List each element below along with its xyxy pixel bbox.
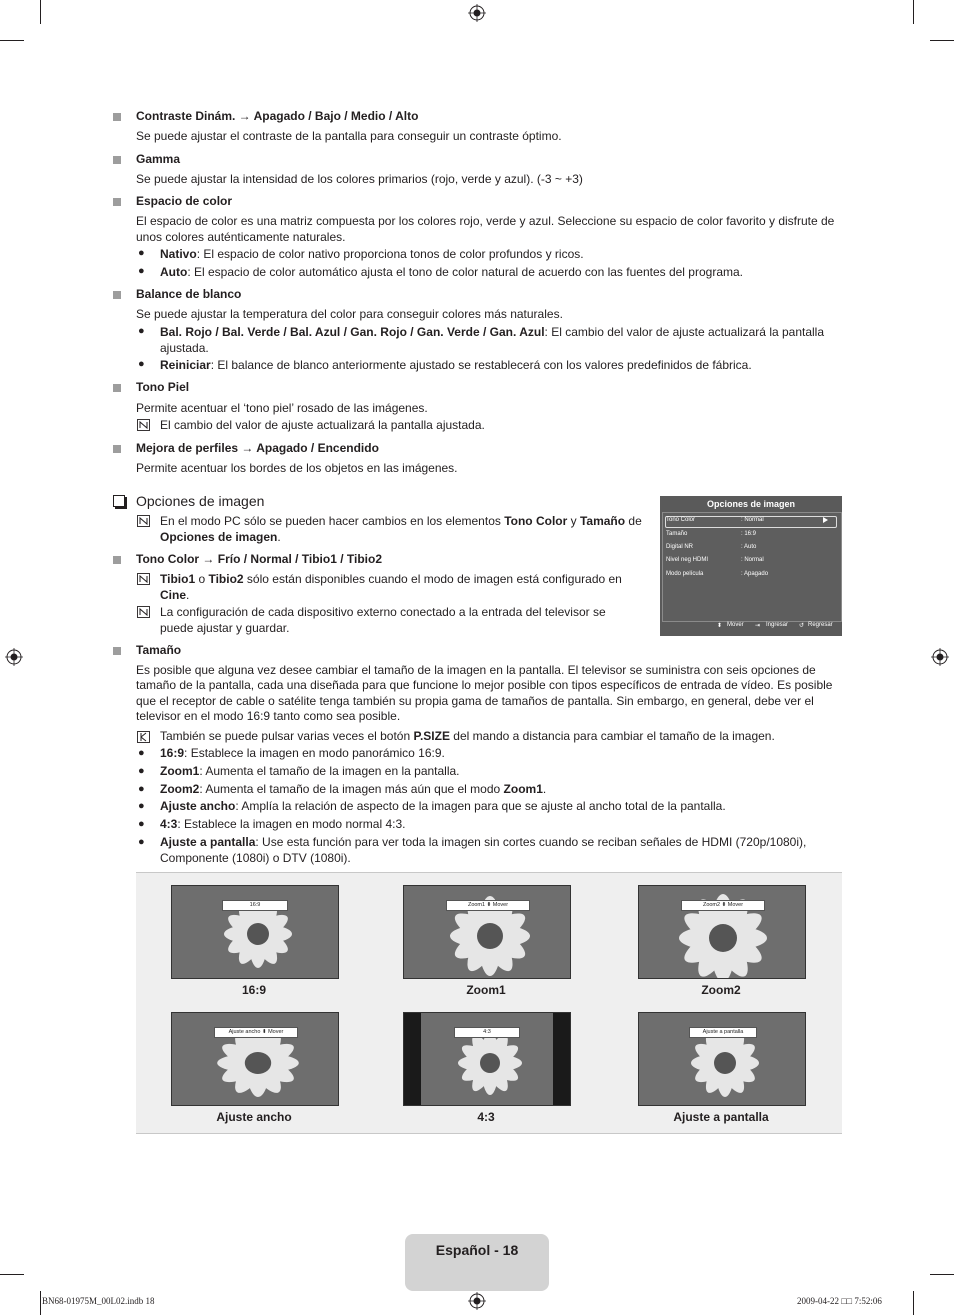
bullet-dot: ●: [138, 836, 145, 848]
section-title-perfiles: Mejora de perfiles → Apagado / Encendido: [136, 441, 379, 455]
section-text-contraste: Se puede ajustar el contraste de la pantalla para conseguir un contraste óptimo.: [136, 129, 562, 143]
bullet-text: : Establece la imagen en modo normal 4:3.: [177, 817, 406, 831]
note-tibio: [160, 572, 640, 603]
bullet-ajuste-ancho: [160, 799, 842, 815]
bullet-dot: ●: [138, 818, 145, 830]
section-text-perfiles: Permite acentuar los bordes de los objetos en las imágenes.: [136, 461, 458, 475]
bullet-dot: ●: [138, 325, 145, 337]
bullet-dot: ●: [138, 783, 145, 795]
crop-mark: [930, 1274, 954, 1275]
note-icon: [137, 606, 150, 618]
caption-4-3: 4:3: [477, 1110, 495, 1124]
bullet-nativo: [160, 247, 842, 263]
menu-row-label[interactable]: Tamaño: [666, 531, 688, 537]
note-text: En el modo PC sólo se pueden hacer cambios en los elementos: [160, 514, 505, 528]
section-bullet: [113, 384, 121, 392]
bullet-reiniciar: [160, 358, 842, 374]
print-slug-right: 2009-04-22 □□ 7:52:06: [797, 1296, 882, 1306]
chevron-right-icon: [823, 517, 828, 523]
up-down-icon: ⬍: [721, 902, 727, 908]
thumbnail-ajuste-ancho: [171, 1012, 339, 1106]
bullet-term: Ajuste a pantalla: [160, 835, 256, 849]
registration-mark-icon: [468, 4, 486, 22]
note-text: de: [625, 514, 642, 528]
thumbnail-zoom1: [403, 885, 571, 979]
bullet-dot: ●: [138, 765, 145, 777]
osd-label: 16:9: [222, 900, 288, 911]
enter-icon: ⇥: [755, 623, 761, 629]
crop-mark: [930, 40, 954, 41]
checkbox-icon: [113, 495, 125, 507]
note-text: sólo están disponibles cuando el modo de imagen está configurado en: [243, 572, 622, 586]
section-title-balance: Balance de blanco: [136, 287, 242, 301]
section-title-espacio: Espacio de color: [136, 194, 233, 208]
bullet-text: .: [542, 782, 547, 796]
section-text-tono-piel: Permite acentuar el ‘tono piel’ rosado de las imágenes.: [136, 401, 428, 415]
note-text: del mando a distancia para cambiar el tamaño de la imagen.: [449, 729, 775, 743]
note-term: Opciones de imagen: [160, 529, 278, 544]
osd-label: [214, 1027, 298, 1038]
note-tono-piel: El cambio del valor de ajuste actualizará la pantalla ajustada.: [160, 418, 485, 432]
note-text: .: [277, 529, 281, 544]
bullet-term: Zoom2: [160, 782, 200, 796]
menu-row-value: : Auto: [741, 544, 757, 550]
note-icon: [137, 515, 150, 527]
bullet-text: : Use esta función para ver toda la imagen sin cortes cuando se reciban señales de HDMI (720p/1080i), Componente (1080i) o DTV (1080i).: [160, 835, 807, 865]
thumbnail-zoom2: [638, 885, 806, 979]
thumbnail-16-9: [171, 885, 339, 979]
menu-list: [662, 512, 842, 622]
bullet-term: Nativo: [160, 247, 197, 261]
bullet-term: Auto: [160, 265, 188, 279]
crop-mark: [40, 0, 41, 24]
osd-suffix: Mover: [268, 1029, 284, 1035]
note-text: También se puede pulsar varias veces el botón: [160, 729, 414, 743]
section-title-tamano: Tamaño: [136, 643, 182, 657]
registration-mark-icon: [931, 648, 949, 666]
section-title-gamma: Gamma: [136, 152, 181, 166]
caption-zoom2: Zoom2: [701, 983, 741, 997]
menu-row-label[interactable]: Digital NR: [666, 544, 694, 550]
crop-mark: [913, 1291, 914, 1315]
section-text-gamma: Se puede ajustar la intensidad de los colores primarios (rojo, verde y azul). (-3 ~ +3): [136, 172, 583, 186]
bullet-text: : Aumenta el tamaño de la imagen más aún que el modo: [199, 782, 504, 796]
bullet-text: : Establece la imagen en modo panorámico 16:9.: [184, 746, 445, 760]
osd-label: Ajuste a pantalla: [689, 1027, 757, 1038]
remote-note-icon: [137, 731, 150, 743]
caption-ajuste-ancho: Ajuste ancho: [216, 1110, 292, 1124]
caption-zoom1: Zoom1: [466, 983, 506, 997]
section-bullet: [113, 113, 121, 121]
thumbnail-ajuste-pantalla: [638, 1012, 806, 1106]
section-bullet: [113, 556, 121, 564]
section-text-espacio: El espacio de color es una matriz compuesta por los colores rojo, verde y azul. Seleccione su espacio de color favorito y disfrute de unos colores auténticamente naturales.: [136, 214, 835, 244]
menu-row-value: : Apagado: [741, 571, 769, 577]
menu-row-value: : Normal: [741, 557, 764, 563]
bullet-term: 16:9: [160, 746, 185, 760]
bullet-ajuste-pantalla: [160, 835, 842, 866]
bullet-term: 4:3: [160, 817, 178, 831]
menu-footer-return: Regresar: [808, 622, 833, 628]
menu-footer-enter: Ingresar: [766, 622, 789, 628]
up-down-icon: ⬍: [486, 902, 492, 908]
section-title-tono-piel: Tono Piel: [136, 380, 190, 394]
bullet-zoom2: [160, 782, 842, 798]
bullet-text: : El espacio de color nativo proporciona tonos de color profundos y ricos.: [196, 247, 584, 261]
return-icon: ↺: [799, 623, 805, 629]
bullet-bal: [160, 325, 842, 356]
caption-16-9: 16:9: [241, 983, 267, 997]
section-bullet: [113, 291, 121, 299]
bullet-dot: ●: [138, 247, 145, 259]
picture-size-gallery: [136, 872, 842, 1134]
bullet-text: : El espacio de color automático ajusta el tono de color natural de acuerdo con las fuentes del programa.: [187, 265, 743, 279]
registration-mark-icon: [5, 648, 23, 666]
caption-ajuste-pantalla: Ajuste a pantalla: [673, 1110, 769, 1124]
bullet-dot: ●: [138, 747, 145, 759]
osd-label: [446, 900, 530, 911]
menu-row-label[interactable]: Nivel neg HDMI: [666, 557, 709, 563]
osd-mode: Zoom2: [702, 902, 721, 908]
move-icon: ⬍: [717, 623, 723, 629]
crop-mark: [0, 40, 24, 41]
bullet-text: : Aumenta el tamaño de la imagen en la pantalla.: [199, 764, 460, 778]
note-term: Cine: [160, 587, 187, 602]
note-term: P.SIZE: [413, 729, 450, 743]
bullet-term: Ajuste ancho: [160, 799, 236, 813]
up-down-icon: ⬍: [261, 1029, 267, 1035]
bullet-text: : El cambio del valor de ajuste actualizará la pantalla ajustada.: [160, 325, 825, 355]
section-title-contraste: Contraste Dinám. → Apagado / Bajo / Medio / Alto: [136, 109, 419, 123]
bullet-43: [160, 817, 842, 833]
osd-label: [681, 900, 765, 911]
note-term: Tamaño: [579, 514, 626, 528]
osd-mode: Ajuste ancho: [228, 1029, 261, 1035]
section-title-tono-color: Tono Color → Frío / Normal / Tibio1 / Tibio2: [136, 552, 383, 566]
section-bullet: [113, 647, 121, 655]
bullet-text: : El balance de blanco anteriormente ajustado se restablecerá con los valores predefinidos de fábrica.: [210, 358, 752, 372]
crop-mark: [0, 1274, 24, 1275]
menu-row-value: : Normal: [741, 517, 764, 523]
menu-title: Opciones de imagen: [706, 499, 796, 509]
note-dispositivo: La configuración de cada dispositivo externo conectado a la entrada del televisor se puede ajustar y guardar.: [160, 605, 606, 635]
subsection-title-opciones: Opciones de imagen: [136, 493, 265, 509]
osd-mode: Zoom1: [467, 902, 486, 908]
bullet-term: Reiniciar: [160, 358, 211, 372]
note-text: y: [567, 514, 580, 528]
registration-mark-icon: [468, 1292, 486, 1310]
note-icon: [137, 573, 150, 585]
bullet-term: Bal. Rojo / Bal. Verde / Bal. Azul / Gan. Rojo / Gan. Verde / Gan. Azul: [160, 325, 545, 339]
note-term: Tibio1: [160, 572, 196, 586]
bullet-zoom1: [160, 764, 842, 780]
section-text-balance: Se puede ajustar la temperatura del color para conseguir colores más naturales.: [136, 307, 563, 321]
note-term: Tibio2: [208, 572, 244, 586]
tv-menu-panel: [660, 496, 842, 636]
bullet-auto: [160, 265, 842, 281]
menu-row-label[interactable]: Modo película: [666, 571, 704, 577]
bullet-term: Zoom1: [503, 782, 543, 796]
crop-mark: [40, 1291, 41, 1315]
note-opciones: [160, 514, 655, 545]
print-slug-left: BN68-01975M_00L02.indb 18: [42, 1296, 155, 1306]
crop-mark: [913, 0, 914, 24]
page-number: Español - 18: [435, 1242, 519, 1258]
bullet-text: : Amplía la relación de aspecto de la imagen para que se ajuste al ancho total de la pantalla.: [235, 799, 726, 813]
note-icon: [137, 419, 150, 431]
section-bullet: [113, 445, 121, 453]
section-bullet: [113, 156, 121, 164]
note-text: o: [195, 572, 209, 586]
menu-row-value: : 16:9: [741, 531, 757, 537]
section-text-tamano: Es posible que alguna vez desee cambiar el tamaño de la imagen en la pantalla. El televisor se suministra con seis opciones de tamaño de la pantalla, cada una diseñada para que funcione lo mejor posible con tipos específicos de entrada de vídeo. Es posible que el receptor de cable o satélite tenga también su propia gama de tamaños de pantalla. Sin embargo, en general, debe ver el televisor en el modo 16:9 tanto como sea posible.: [136, 663, 833, 724]
osd-label: 4:3: [454, 1027, 520, 1038]
note-term: Tono Color: [504, 514, 568, 528]
note-text: .: [186, 587, 190, 602]
note-psize: [160, 729, 842, 745]
thumbnail-4-3: [403, 1012, 571, 1106]
osd-suffix: Mover: [492, 902, 509, 908]
bullet-dot: ●: [138, 265, 145, 277]
section-bullet: [113, 198, 121, 206]
menu-row-label[interactable]: Tono Color: [666, 517, 696, 523]
bullet-dot: ●: [138, 800, 145, 812]
osd-suffix: Mover: [727, 902, 744, 908]
bullet-169: [160, 746, 842, 762]
bullet-term: Zoom1: [160, 764, 200, 778]
bullet-dot: ●: [138, 358, 145, 370]
menu-footer-move: Mover: [727, 622, 744, 628]
